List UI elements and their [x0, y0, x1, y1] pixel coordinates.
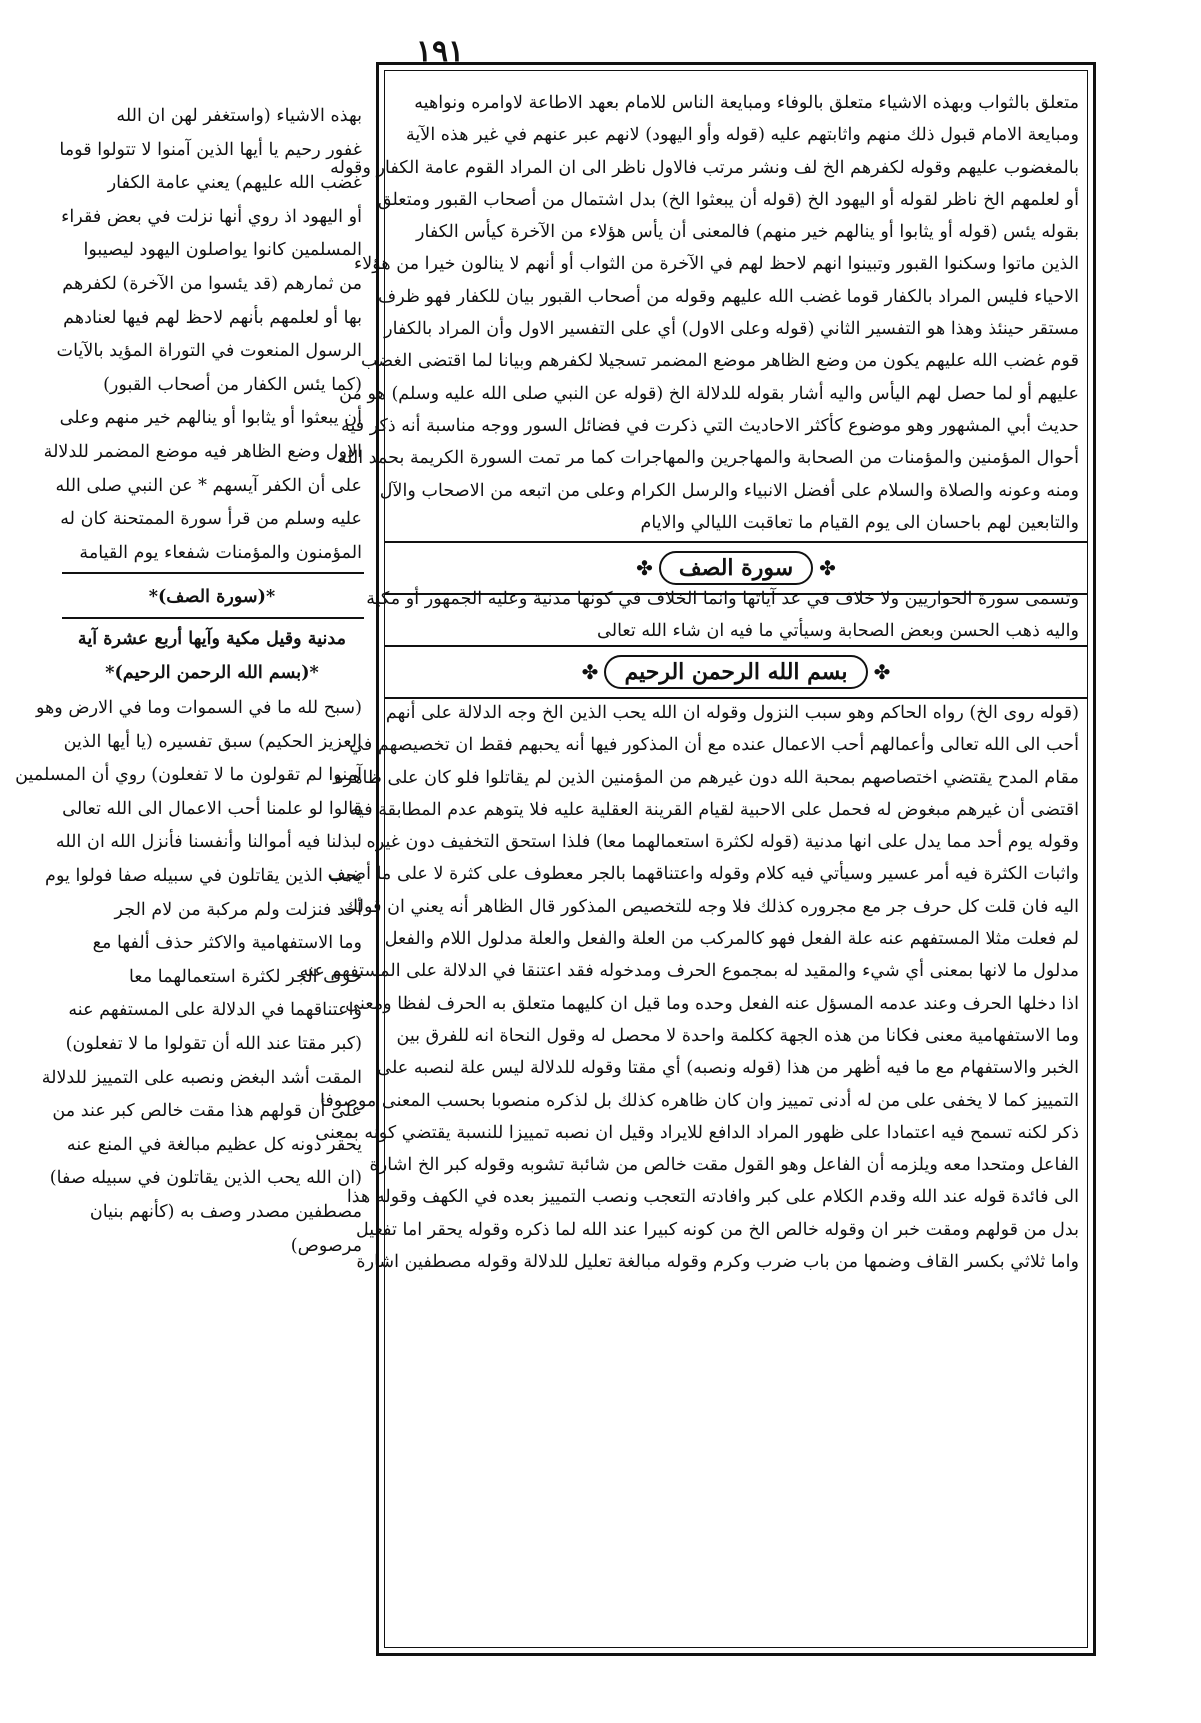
text-line: الاول وضع الظاهر فيه موضع المضمر للدلالة	[43, 441, 362, 462]
text-line: بقوله يئس (قوله أو يثابوا أو ينالهم خير منهم) فالمعنى أن يأس هؤلاء من الآخرة كيأس الكفار	[416, 222, 1079, 243]
text-line: اليه فان قلت كل حرف جر مع مجروره كذلك فلا وجه للتخصيص المذكور قال الظاهر أنه يعني ان قولك	[343, 896, 1079, 917]
text-line: ومنه وعونه والصلاة والسلام على أفضل الانبياء والرسل الكرام وعلى من اتبعه من الاصحاب والآل	[379, 480, 1079, 501]
text-line: أحد فنزلت ولم مركبة من لام الجر	[114, 899, 362, 920]
text-line: واعتناقهما في الدلالة على المستفهم عنه	[68, 1000, 362, 1021]
page-number: ١٩١	[415, 34, 465, 69]
text-line: (ان الله يحب الذين يقاتلون في سبيله صفا)	[49, 1168, 362, 1189]
text-line: قالوا لو علمنا أحب الاعمال الى الله تعالى	[62, 798, 362, 819]
text-line: أحب الى الله تعالى وأعمالهم أحب الاعمال عنده مع أن المذكور فيها أنه يحبهم فقط ان تخصيصهم في	[349, 735, 1079, 756]
text-line: الفاعل ومتحدا معه ويلزمه أن الفاعل وهو القول مقت خالص من شائبة تشوبه وقوله كبر الخ اشارة	[369, 1155, 1079, 1176]
text-line: غفور رحيم يا أيها الذين آمنوا لا تتولوا قوما	[59, 139, 362, 160]
text-line: (سبح لله ما في السموات وما في الارض وهو	[35, 698, 362, 718]
divider-line	[62, 572, 364, 574]
text-line: التمييز كما لا يخفى على من له أدنى تمييز وان كان ظاهره كذلك بل لذكره منصوبا بحسب المعنى موصوفا	[320, 1090, 1079, 1111]
text-line: ومبايعة الامام قبول ذلك منهم واثابتهم عليه (قوله وأو اليهود) لانهم عبر عنهم في غير هذه الآية	[405, 125, 1079, 146]
text-line: حرف الجر لكثرة استعمالهما معا	[128, 966, 362, 987]
text-line: يحب الذين يقاتلون في سبيله صفا فولوا يوم	[45, 865, 362, 886]
sura-intro-block	[366, 583, 1079, 648]
text-line: مقام المدح يقتضي اختصاصهم بمحبة الله دون غيرهم من المؤمنين الذين لم يقاتلوا فلو كان على ظاهره	[334, 767, 1079, 788]
text-line: على أن قولهم هذا مقت خالص كبر عند من	[52, 1101, 362, 1122]
text-line: أو اليهود اذ روي أنها نزلت في بعض فقراء	[61, 206, 362, 227]
text-line: المسلمين كانوا يواصلون اليهود ليصيبوا	[83, 240, 362, 261]
text-line: العزيز الحكيم) سبق تفسيره (يا أيها الذين	[63, 731, 362, 752]
text-line: واليه ذهب الحسن وبعض الصحابة وسيأتي ما فيه ان شاء الله تعالى	[597, 621, 1079, 642]
text-line: اقتضى أن غيرهم مبغوض له فحمل على الاحبية لقيام القرينة العقلية عليه فلا يتوهم عدم المطابقة فيه	[349, 799, 1079, 820]
text-line: بدل من قولهم ومقت خبر ان وقوله خالص الخ من كونه كبيرا عند الله لما ذكره وقوله يحقر اما تفعيل	[355, 1219, 1079, 1240]
sura-title: سورة الصف	[659, 551, 813, 585]
commentary-block-1	[330, 87, 1079, 539]
text-line: أن يبعثوا أو يثابوا أو ينالهم خير منهم وعلى	[59, 408, 362, 429]
text-line: من ثمارهم (قد يئسوا من الآخرة) لكفرهم	[62, 273, 362, 294]
quran-text-column-bottom	[15, 692, 362, 1263]
text-line: بالمغضوب عليهم وقوله لكفرهم الخ لف ونشر مرتب فالاول ناظر الى ان المراد القوم عامة الكفار وقوله	[330, 157, 1079, 178]
quran-text-column-top	[43, 100, 362, 570]
text-line: اذا دخلها الحرف وعند عدمه المسؤل عنه الفعل وحده وما قيل ان كليهما متعلق به الحرف لفظا ومعنى	[345, 993, 1079, 1014]
text-line: أحوال المؤمنين والمؤمنات من الصحابة والمهاجرين والمهاجرات كما مر تمت السورة الكريمة بحمد الله	[337, 448, 1079, 469]
sura-info-side	[62, 622, 362, 689]
text-line: الرسول المنعوت في التوراة المؤيد بالآيات	[56, 341, 362, 362]
text-line: لبذلنا فيه أموالنا وأنفسنا فأنزل الله ان الله	[55, 832, 362, 853]
text-line: لم فعلت مثلا المستفهم عنه علة الفعل فهو كالمركب من العلة والفعل والعلة مدلول اللام والفعل	[384, 929, 1079, 950]
text-line: حديث أبي المشهور وهو موضوع كأكثر الاحاديث التي ذكرت في فضائل السور ووجه مناسبة أنه ذكر فيه	[341, 415, 1079, 436]
text-line: عليهم أو لما حصل لهم اليأس واليه أشار بقوله للدلالة الخ (قوله عن النبي صلى الله عليه وسلم) هو من	[339, 383, 1079, 404]
sura-title-side: *(سورة الصف)*	[148, 586, 276, 607]
text-line: مصطفين مصدر وصف به (كأنهم بنيان	[89, 1201, 362, 1222]
text-line: غضب الله عليهم) يعني عامة الكفار	[107, 173, 362, 194]
divider-line	[62, 617, 364, 619]
text-line: الى فائدة قوله عند الله وقدم الكلام على كبر وافادته التعجب ونصب التمييز بعده في الكهف وقوله هذا	[346, 1187, 1079, 1208]
flower-ornament-icon: ✤	[636, 556, 653, 580]
text-line: وتسمى سورة الحواريين ولا خلاف في عد آياتها وانما الخلاف في كونها مدنية وعليه الجمهور أو مكية	[366, 589, 1079, 609]
basmala-title: بسم الله الرحمن الرحيم	[604, 655, 867, 689]
text-line: المقت أشد البغض ونصبه على التمييز للدلالة	[41, 1067, 362, 1088]
text-line: وما الاستفهامية والاكثر حذف ألفها مع	[92, 933, 362, 954]
text-line: واما ثلاثي بكسر القاف وضمها من باب ضرب وكرم وقوله مبالغة تعليل للدلالة وقوله مصطفين اشارة	[356, 1252, 1079, 1273]
text-line: عليه وسلم من قرأ سورة الممتحنة كان له	[60, 509, 362, 530]
text-line: وما الاستفهامية معنى فكانا من هذه الجهة ككلمة واحدة لا محصل له وقول النحاة انه للفرق بين	[396, 1025, 1079, 1046]
text-line: واثبات الكثرة فيه أمر عسير وسيأتي فيه كلام وقوله واعتناقهما بالجر معطوف على كثرة لا على ما أضيف	[327, 864, 1079, 885]
text-line: المؤمنون والمؤمنات شفعاء يوم القيامة	[79, 542, 362, 563]
basmala-side: *(بسم الله الرحمن الرحيم)*	[105, 661, 319, 683]
text-line: مستقر حينئذ وهذا هو التفسير الثاني (قوله وعلى الاول) أي على التفسير الاول وأن المراد بالكفار	[384, 319, 1079, 340]
sura-info-line: مدنية وقيل مكية وآيها أربع عشرة آية	[77, 628, 347, 649]
text-line: ذكر لكنه تسمح فيه اعتمادا على ظهور المراد الدافع للايراد وقيل ان نصبه تمييزا للنسبة يقتضي كونه بمعنى	[315, 1122, 1079, 1143]
text-line: الخبر والاستفهام مع ما فيه أظهر من هذا (قوله ونصبه) أي مقتا وقوله للدلالة ليس علة لنصبه على	[377, 1058, 1079, 1079]
text-line: الاحياء فليس المراد بالكفار قوما غضب الله عليهم وقوله من أصحاب القبور بيان للكفار فهو ظرف	[378, 286, 1079, 307]
text-line: (كبر مقتا عند الله أن تقولوا ما لا تفعلون)	[65, 1033, 362, 1054]
text-line: بها أو لعلمهم بأنهم لاحظ لهم فيها لعنادهم	[63, 307, 362, 328]
flower-ornament-icon: ✤	[873, 660, 891, 684]
text-line: متعلق بالثواب وبهذه الاشياء متعلق بالوفاء ومبايعة الناس للامام بعهد الاطاعة لاوامره ونواهيه	[414, 93, 1079, 113]
flower-ornament-icon: ✤	[581, 660, 599, 684]
flower-ornament-icon: ✤	[819, 556, 836, 580]
text-line: والتابعين لهم باحسان الى يوم القيام ما تعاقبت الليالي والايام	[640, 512, 1079, 533]
sura-header-side	[62, 580, 362, 614]
text-line: وقوله يوم أحد مما يدل على انها مدنية (قوله لكثرة استعمالهما معا) فلذا استحق التخفيف دون غيره	[366, 832, 1079, 853]
text-line: (كما يئس الكفار من أصحاب القبور)	[103, 374, 362, 395]
text-line: قوم غضب الله عليهم يكون من وضع الظاهر موضع المضمر تسجيلا لكفرهم وبيانا لما اقتضى الغضب	[360, 351, 1079, 372]
text-line: (قوله روى الخ) رواه الحاكم وهو سبب النزول وقوله ان الله يحب الذين الخ وجه الدلالة على أنهم	[385, 703, 1079, 723]
text-line: يحقر دونه كل عظيم مبالغة في المنع عنه	[66, 1134, 362, 1155]
text-line: آمنوا لم تقولون ما لا تفعلون) روي أن المسلمين	[15, 765, 362, 786]
basmala-band	[385, 645, 1087, 699]
text-line: مدلول ما لانها بمعنى أي شيء والمقيد له بمجموع الحرف ومدخوله فقد اعتنقا في الدلالة على المستفهم عنه	[299, 961, 1079, 982]
text-line: الذين ماتوا وسكنوا القبور وتبينوا انهم لاحظ لهم في الآخرة من الثواب أو أنهم لا ينالون خيرا من هؤلاء	[353, 254, 1079, 275]
text-line: بهذه الاشياء (واستغفر لهن ان الله	[116, 106, 362, 126]
text-line: على أن الكفر آيسهم * عن النبي صلى الله	[55, 475, 362, 496]
text-line: مرصوص)	[290, 1235, 362, 1256]
text-line: أو لعلمهم الخ ناظر لقوله أو اليهود الخ (قوله أن يبعثوا الخ) بدل اشتمال من أصحاب القبور ومتعلق	[377, 189, 1079, 210]
